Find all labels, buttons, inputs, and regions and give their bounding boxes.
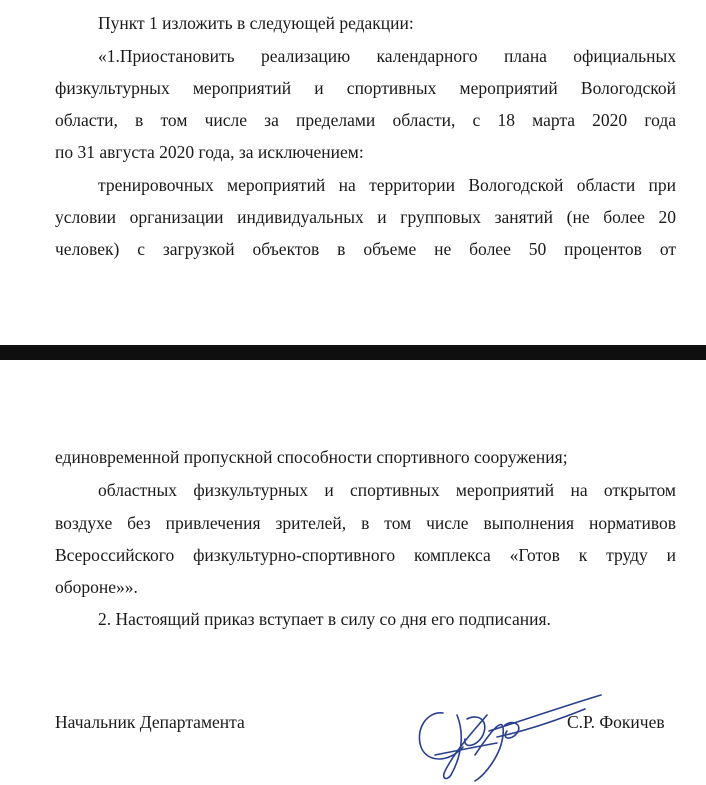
paragraph-1-line-1: «1.Приостановить реализацию календарного плана официальных xyxy=(98,46,676,66)
paragraph-1-line-3: области, в том числе за пределами области, с 18 марта 2020 года xyxy=(55,110,676,130)
paragraph-3-line-3: Всероссийского физкультурно-спортивного комплекса «Готов к труду и xyxy=(55,545,676,565)
paragraph-2-line-1: тренировочных мероприятий на территории Вологодской области при xyxy=(98,175,676,195)
paragraph-4: 2. Настоящий приказ вступает в силу со дня его подписания. xyxy=(98,609,551,629)
paragraph-1-line-2: физкультурных мероприятий и спортивных мероприятий Вологодской xyxy=(55,78,676,98)
page-break-divider xyxy=(0,345,706,360)
paragraph-2-line-2: условии организации индивидуальных и групповых занятий (не более 20 xyxy=(55,207,676,227)
handwritten-signature-icon xyxy=(405,685,615,785)
paragraph-2-line-3: человек) с загрузкой объектов в объеме не более 50 процентов от xyxy=(55,239,676,259)
paragraph-3-line-4: обороне»». xyxy=(55,577,138,597)
paragraph-3-line-1: областных физкультурных и спортивных мероприятий на открытом xyxy=(98,480,676,500)
paragraph-2-continuation: единовременной пропускной способности спортивного сооружения; xyxy=(55,447,568,467)
paragraph-3-line-2: воздухе без привлечения зрителей, в том числе выполнения нормативов xyxy=(55,513,676,533)
signatory-title: Начальник Департамента xyxy=(55,712,245,732)
signatory-name: С.Р. Фокичев xyxy=(567,712,665,732)
paragraph-1-line-4: по 31 августа 2020 года, за исключением: xyxy=(55,142,364,162)
amendment-heading: Пункт 1 изложить в следующей редакции: xyxy=(98,13,414,33)
